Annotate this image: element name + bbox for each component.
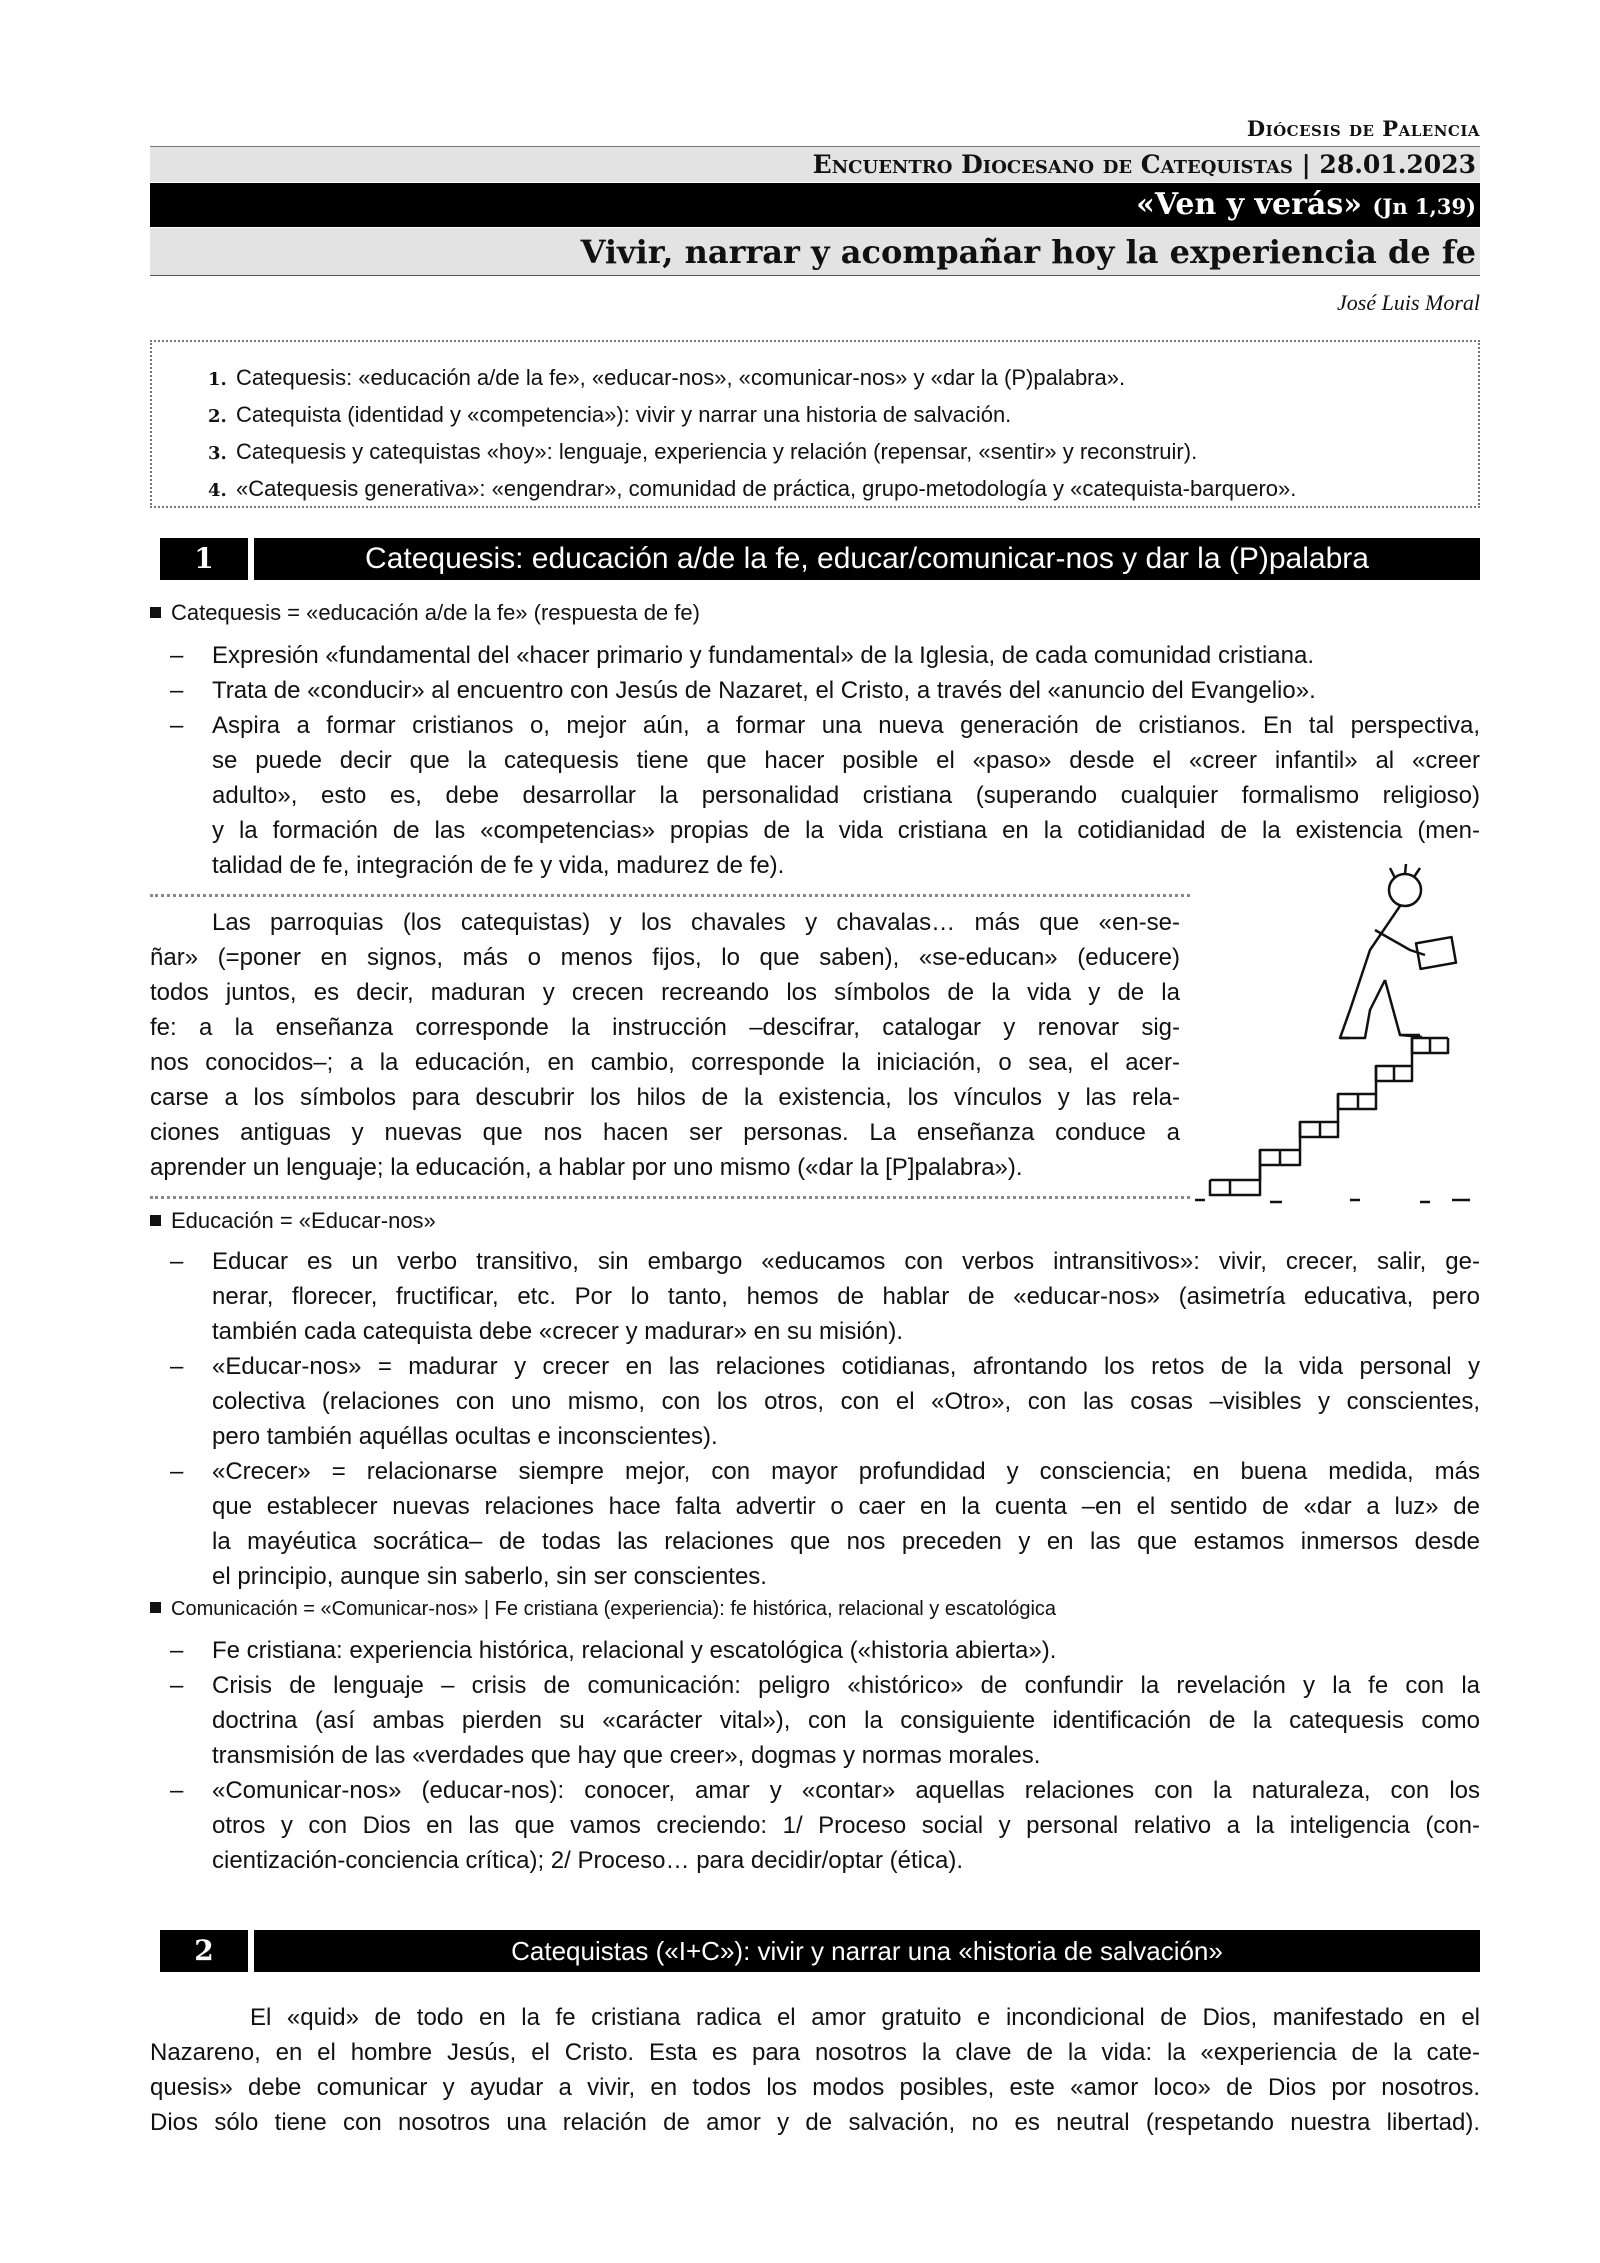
box-line: aprender un lenguaje; la educación, a hablar por uno mismo («dar la [P]palabra»). [150,1154,1023,1181]
paragraph-line: quesis» debe comunicar y ayudar a vivir, en todos los modos posibles, este «amor loco» de Dios por nosotros. [150,2074,1480,2101]
box-line: fe: a la enseñanza corresponde la instrucción –descifrar, catalogar y renovar sig- [150,1014,1180,1041]
dash-icon: – [170,1637,184,1664]
meeting-banner: Encuentro Diocesano de Catequistas | 28.01.2023 [150,146,1480,182]
square-bullet-icon [150,1602,161,1613]
author-name: José Luis Moral [1337,290,1480,315]
summary-box [150,340,1480,508]
paragraph-line: nerar, florecer, fructificar, etc. Por lo tanto, hemos de hablar de «educar-nos» (asimetría educativa, pero [212,1283,1480,1310]
box-line: ciones antiguas y nuevas que nos hacen ser personas. La enseñanza conduce a [150,1119,1180,1146]
summary-item: 3. Catequesis y catequistas «hoy»: lenguaje, experiencia y relación (repensar, «sentir» y reconstruir). [208,439,1198,464]
square-bullet-icon [150,1215,161,1226]
paragraph-line: que establecer nuevas relaciones hace falta advertir o caer en la cuenta –en el sentido de «dar a luz» de [212,1493,1480,1520]
paragraph-line: adulto», esto es, debe desarrollar la personalidad cristiana (superando cualquier formalismo religioso) [212,782,1480,809]
subheading-catequesis: Catequesis = «educación a/de la fe» (respuesta de fe) [150,600,700,626]
paragraph-line: El «quid» de todo en la fe cristiana radica el amor gratuito e incondicional de Dios, manifestado en el [250,2004,1480,2031]
paragraph-line: Fe cristiana: experiencia histórica, relacional y escatológica («historia abierta»). [212,1637,1057,1664]
motto-reference: (Jn 1,39) [1372,194,1476,219]
paragraph-line: «Comunicar-nos» (educar-nos): conocer, amar y «contar» aquellas relaciones con la naturaleza, con los [212,1777,1480,1804]
paragraph-line: Expresión «fundamental del «hacer primario y fundamental» de la Iglesia, de cada comunidad cristiana. [212,642,1314,669]
paragraph-line: «Crecer» = relacionarse siempre mejor, con mayor profundidad y consciencia; en buena medida, más [212,1458,1480,1485]
square-bullet-icon [150,607,161,618]
section-2-number: 2 [160,1930,248,1972]
paragraph-line: pero también aquéllas ocultas e inconscientes). [212,1423,718,1450]
box-line: nos conocidos–; a la educación, en cambio, corresponde la iniciación, o sea, el acer- [150,1049,1180,1076]
theme-banner: Vivir, narrar y acompañar hoy la experiencia de fe [150,228,1480,276]
paragraph-line: la mayéutica socrática– de todas las relaciones que nos preceden y en las que estamos inmersos desde [212,1528,1480,1555]
paragraph-line: Dios sólo tiene con nosotros una relación de amor y de salvación, no es neutral (respetando nuestra libertad). [150,2109,1480,2136]
stairs-illustration-icon [1190,860,1480,1210]
box-line: Las parroquias (los catequistas) y los chavales y chavalas… más que «en-se- [212,909,1180,936]
subheading-educacion: Educación = «Educar-nos» [150,1208,436,1234]
paragraph-line: cientización-conciencia crítica); 2/ Proceso… para decidir/optar (ética). [212,1847,963,1874]
paragraph-line: colectiva (relaciones con uno mismo, con los otros, con el «Otro», con las cosas –visibles y conscientes, [212,1388,1480,1415]
section-1-number: 1 [160,538,248,580]
diocese-label: Diócesis de Palencia [1246,116,1480,141]
paragraph-line: otros y con Dios en las que vamos creciendo: 1/ Proceso social y personal relativo a la inteligencia (con- [212,1812,1480,1839]
dash-icon: – [170,642,184,669]
paragraph-line: «Educar-nos» = madurar y crecer en las relaciones cotidianas, afrontando los retos de la vida personal y [212,1353,1480,1380]
paragraph-line: Crisis de lenguaje – crisis de comunicación: peligro «histórico» de confundir la revelación y la fe con la [212,1672,1480,1699]
dotted-separator [150,1196,1190,1199]
motto-text: «Ven y verás» [1136,187,1362,222]
dotted-separator [150,894,1190,897]
paragraph-line: y la formación de las «competencias» propias de la vida cristiana en la cotidianidad de la existencia (men- [212,817,1480,844]
summary-list [208,360,1296,508]
paragraph-line: transmisión de las «verdades que hay que creer», dogmas y normas morales. [212,1742,1041,1769]
box-line: todos juntos, es decir, maduran y crecen recreando los símbolos de la vida y de la [150,979,1180,1006]
dash-icon: – [170,677,184,704]
dash-icon: – [170,1777,184,1804]
paragraph-line: Aspira a formar cristianos o, mejor aún, a formar una nueva generación de cristianos. En tal perspectiva, [212,712,1480,739]
dash-icon: – [170,1458,184,1485]
box-line: carse a los símbolos para descubrir los hilos de la existencia, los vínculos y las rela- [150,1084,1180,1111]
paragraph-line: doctrina (así ambas pierden su «carácter vital»), con la consiguiente identificación de la catequesis como [212,1707,1480,1734]
dash-icon: – [170,1248,184,1275]
summary-item: 2. Catequista (identidad y «competencia»): vivir y narrar una historia de salvación. [208,402,1012,427]
dash-icon: – [170,1353,184,1380]
paragraph-line: Nazareno, en el hombre Jesús, el Cristo. Esta es para nosotros la clave de la vida: la «experiencia de la cate- [150,2039,1480,2066]
dash-icon: – [170,1672,184,1699]
paragraph-line: talidad de fe, integración de fe y vida, madurez de fe). [212,852,785,879]
paragraph-line: Educar es un verbo transitivo, sin embargo «educamos con verbos intransitivos»: vivir, crecer, salir, ge- [212,1248,1480,1275]
dash-icon: – [170,712,184,739]
box-line: ñar» (=poner en signos, más o menos fijos, lo que saben), «se-educan» (educere) [150,944,1180,971]
summary-item: 1. Catequesis: «educación a/de la fe», «educar-nos», «comunicar-nos» y «dar la (P)palabra». [208,365,1126,390]
motto-banner [150,183,1480,227]
section-1-title: Catequesis: educación a/de la fe, educar/comunicar-nos y dar la (P)palabra [254,538,1480,580]
summary-item: 4. «Catequesis generativa»: «engendrar», comunidad de práctica, grupo-metodología y «catequista-barquero». [208,476,1297,501]
paragraph-line: el principio, aunque sin saberlo, sin ser conscientes. [212,1563,767,1590]
paragraph-line: también cada catequista debe «crecer y madurar» en su misión). [212,1318,904,1345]
section-2-title: Catequistas («I+C»): vivir y narrar una «historia de salvación» [254,1930,1480,1972]
paragraph-line: se puede decir que la catequesis tiene que hacer posible el «paso» desde el «creer infantil» al «creer [212,747,1480,774]
subheading-comunicacion: Comunicación = «Comunicar-nos» | Fe cristiana (experiencia): fe histórica, relacional y escatológica [150,1597,1056,1621]
paragraph-line: Trata de «conducir» al encuentro con Jesús de Nazaret, el Cristo, a través del «anuncio del Evangelio». [212,677,1316,704]
